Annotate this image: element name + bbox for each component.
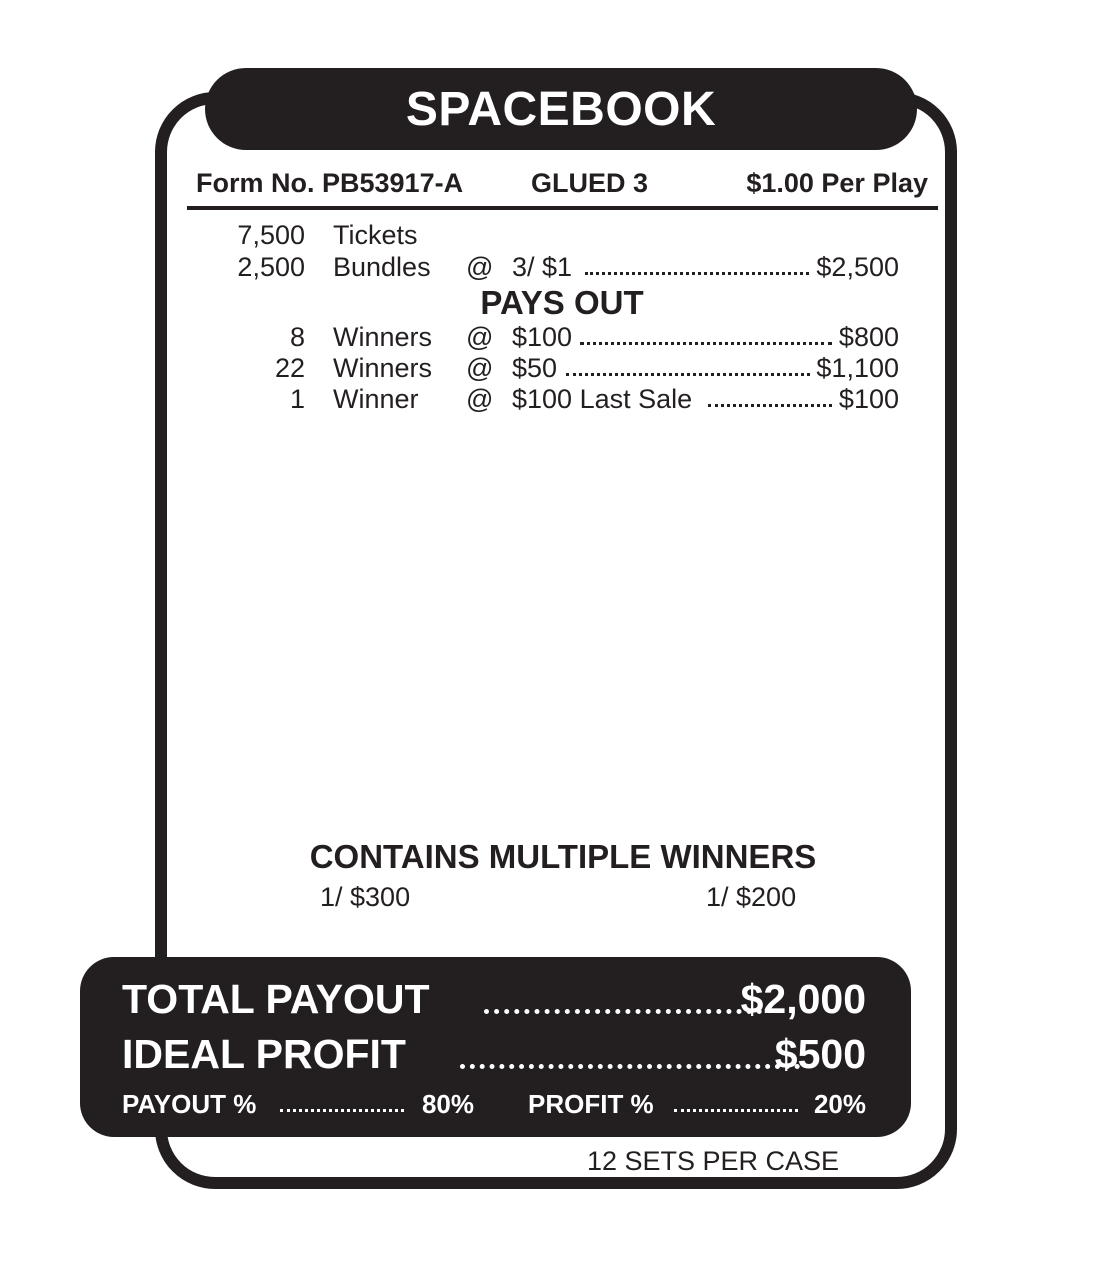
payout-pct-label: PAYOUT % (122, 1089, 257, 1119)
payout-qty: 1 (289, 384, 305, 414)
bundles-amount: $2,500 (816, 252, 899, 282)
total-payout-row (122, 974, 866, 1024)
profit-pct-label: PROFIT % (528, 1089, 654, 1119)
summary-box (80, 957, 911, 1137)
total-payout-label: TOTAL PAYOUT (122, 976, 430, 1022)
dot-leader (460, 1029, 800, 1079)
at-sign: @ (466, 322, 494, 352)
payout-qty: 8 (289, 322, 305, 352)
payout-amount: $800 (838, 322, 899, 352)
page-title: SPACEBOOK (405, 82, 717, 136)
payout-pct-row (122, 1089, 474, 1119)
payout-label: Winner (333, 384, 419, 414)
at-sign: @ (466, 384, 494, 414)
payout-pct-value: 80% (421, 1089, 474, 1119)
bundles-qty: 2,500 (237, 252, 305, 282)
bundles-label: Bundles (333, 252, 431, 282)
multiple-winners-heading: CONTAINS MULTIPLE WINNERS (309, 838, 817, 875)
bundles-price: 3/ $1 (512, 252, 573, 282)
price-per-play: $1.00 Per Play (746, 168, 928, 198)
title-bar (205, 68, 917, 150)
ideal-profit-row (122, 1029, 866, 1079)
payout-row (0, 383, 1094, 415)
total-payout-value: $2,000 (740, 976, 866, 1022)
payout-row (0, 321, 1094, 353)
profit-pct-row (528, 1089, 866, 1119)
profit-pct-value: 20% (813, 1089, 866, 1119)
dot-leader (280, 1089, 404, 1119)
payout-label: Winners (333, 322, 433, 352)
dot-leader (580, 321, 832, 353)
bundles-row (0, 251, 1094, 283)
at-sign: @ (466, 353, 494, 383)
payout-label: Winners (333, 353, 433, 383)
ideal-profit-label: IDEAL PROFIT (122, 1031, 406, 1077)
dot-leader (484, 974, 762, 1024)
dot-leader (585, 251, 809, 283)
payout-prize: $100 (512, 322, 573, 352)
sets-per-case: 12 SETS PER CASE (586, 1146, 840, 1176)
pays-out-heading: PAYS OUT (480, 284, 644, 321)
payout-prize: $100 Last Sale (512, 384, 693, 414)
payout-prize: $50 (512, 353, 558, 383)
payout-amount: $1,100 (816, 353, 899, 383)
tickets-label: Tickets (333, 220, 418, 250)
payout-row (0, 352, 1094, 384)
form-type: GLUED 3 (531, 168, 649, 198)
dot-leader (674, 1089, 798, 1119)
payout-amount: $100 (838, 384, 899, 414)
tickets-row (0, 219, 1094, 251)
dot-leader (566, 352, 810, 384)
tickets-qty: 7,500 (237, 220, 305, 250)
form-number: Form No. PB53917-A (196, 168, 464, 198)
ideal-profit-value: $500 (774, 1031, 866, 1077)
at-sign: @ (466, 252, 494, 282)
payout-qty: 22 (274, 353, 305, 383)
dot-leader (708, 383, 832, 415)
form-info-line (187, 166, 938, 210)
multiple-winner-left: 1/ $300 (320, 882, 411, 912)
multiple-winner-right: 1/ $200 (706, 882, 797, 912)
